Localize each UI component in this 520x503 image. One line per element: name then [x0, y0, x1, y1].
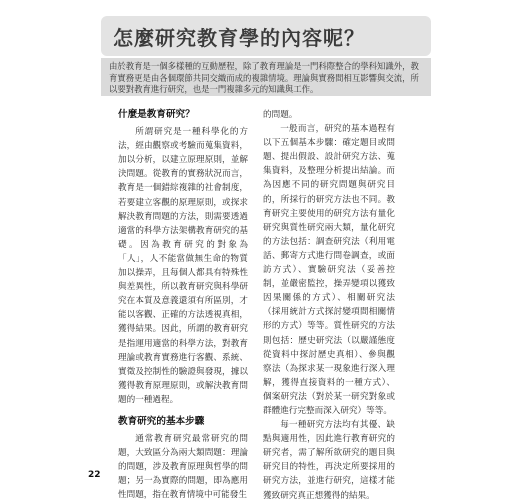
- intro-box: 由於教育是一個多樣種的互動歷程，除了教育理論是一門科際整合的學科知識外，教育實務更是由各個環節共同交織而成的複雜情境。理論與實務間相互影響與交流，所以要對教育進行研究，也是一門複雜多元的知識與工作。: [101, 58, 431, 96]
- paragraph-what-is-research: 所謂研究是一種科學化的方法，經由觀察或考驗而蒐集資料，加以分析，以建立原理原則，並解決問題。從教育的實務狀況而言，教育是一個錯綜複雜的社會制度，若要建立客觀的原理原則，或探求解決教育問題的方法，則需要透過適當的科學方法架構教育研究的基礎。因為教育研究的對象為「人」，人不能當做無生命的物質加以操弄，且每個人都具有特殊性與差異性，所以教育研究與科學研究在本質及意義還須有所區別，才能以客觀、正確的方法透視真相，獲得結果。因此，所謂的教育研究是指運用適當的科學方法，對教育理論或教育實務進行客觀、系統、實徵及控制性的驗證與發現，據以獲得教育原理原則，或解決教育問題的一種過程。: [118, 127, 248, 405]
- page-title-banner: [101, 16, 431, 56]
- paragraph-basic-steps: 通常教育研究最常研究的問題，大致區分為兩大類問題：理論的問題，涉及教育原理與哲學的問題；另一為實際的問題，即為應用性問題，指在教育情境中可能發生: [118, 434, 248, 501]
- section-heading-what-is-research: 什麼是教育研究？: [118, 109, 195, 120]
- paragraph-method-choice: 每一種研究方法均有其優、缺點與適用性，因此進行教育研究的研究者，需了解所欲研究的題目與研究目的特性，再決定所要採用的研究方法，並進行研究，這樣才能獲致研究真正想獲得的結果。: [263, 420, 395, 501]
- page-number: 22: [88, 470, 101, 480]
- right-column: [263, 108, 395, 503]
- page-title: 怎麼研究教育學的內容呢？: [113, 25, 365, 50]
- left-column: [118, 108, 248, 503]
- paragraph-continuation: 的問題。: [263, 110, 298, 120]
- section-heading-basic-steps: 教育研究的基本步驟: [118, 415, 205, 427]
- paragraph-research-process: 一般而言，研究的基本過程有以下五個基本步驟：確定題目或問題、提出假設、設計研究方法、蒐集資料，及整理分析提出結論。而為因應不同的研究問題與研究目的，所採行的研究方法也不同。教育研究主要使用的研究方法有量化研究與質性研究兩大類，量化研究的方法包括：調查研究法（利用電話、郵寄方式進行問卷調查，或面訪方式）、實驗研究法（妥善控制，並嚴密監控，操弄變項以獲致因果關係的方式）、相關研究法（採用統計方式探討變項間相關情形的方式）等等。質性研究的方法則包括：歷史研究法（以嚴謹態度從資料中探討歷史真相）、參與觀察法（為探求某一現象進行深入理解，獲得直接資料的一種方式）、個案研究法（對於某一研究對象或群體進行完整而深入研究）等等。: [263, 124, 395, 416]
